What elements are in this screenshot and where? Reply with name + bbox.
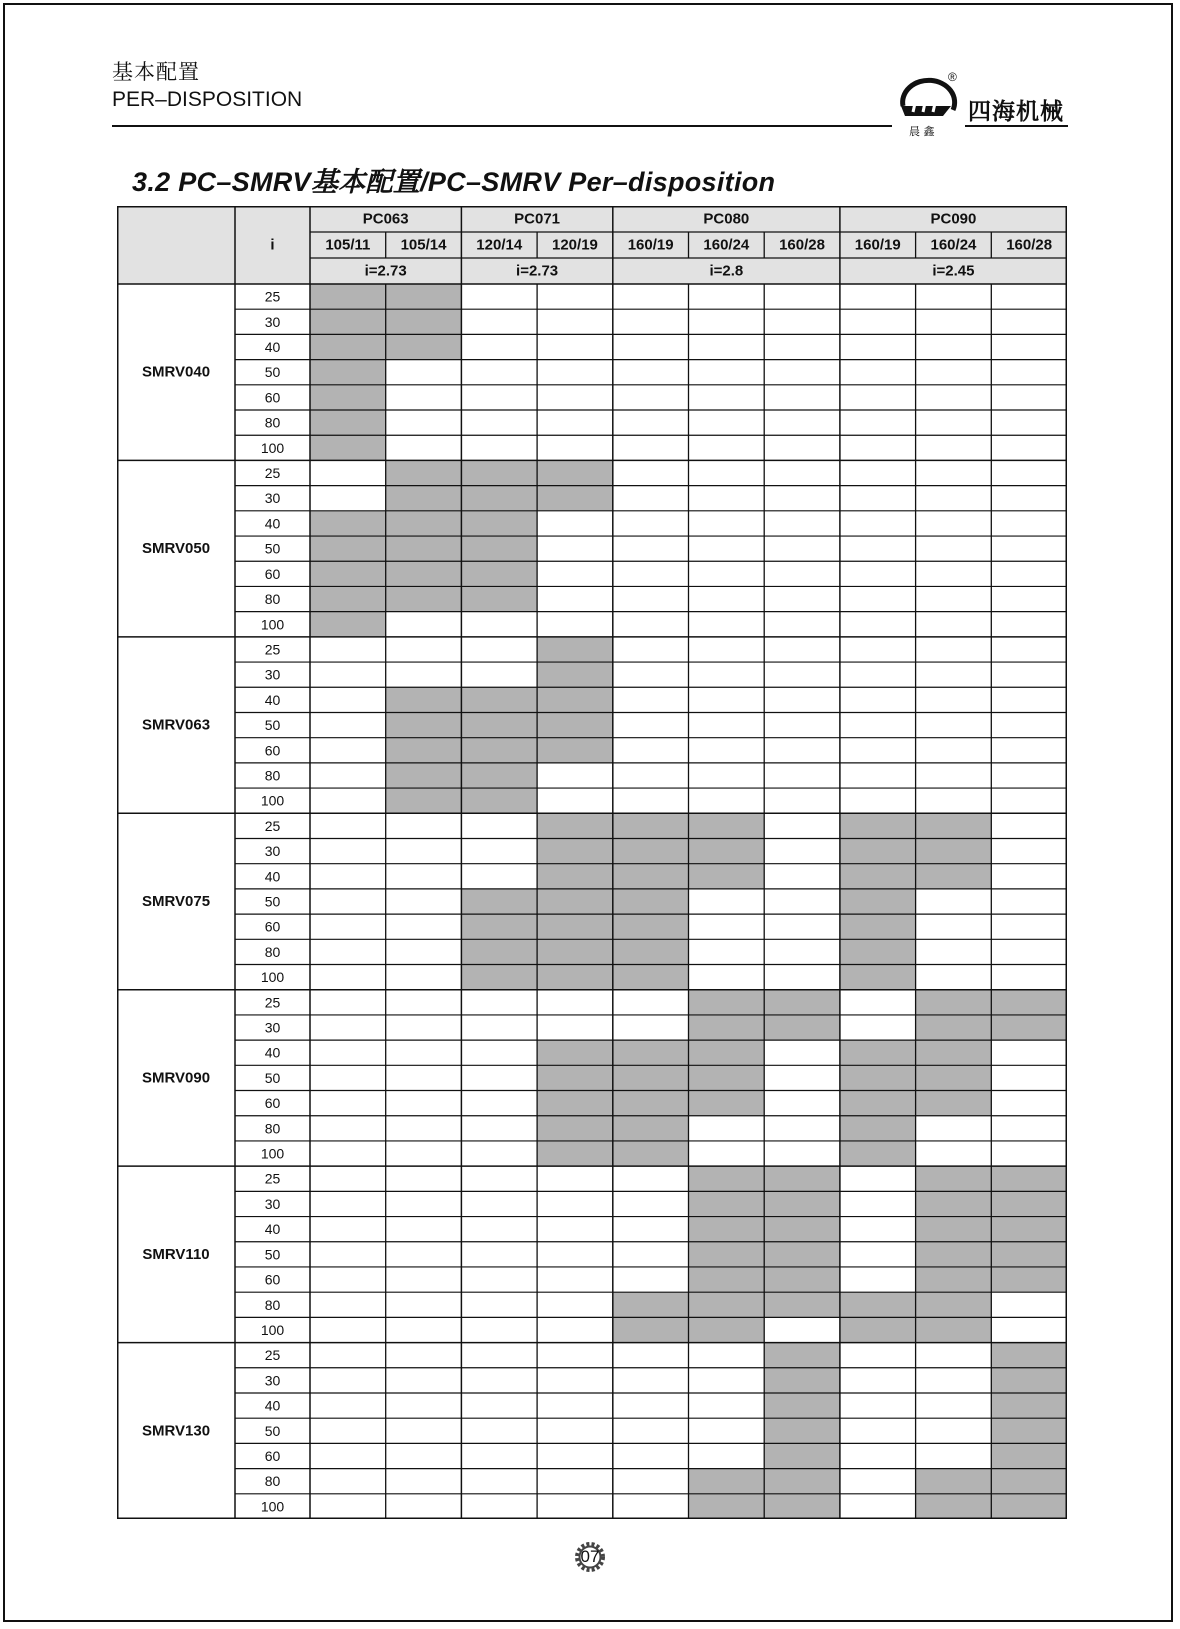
i-value: 50 bbox=[264, 893, 281, 910]
section-title: 3.2 PC–SMRV基本配置/PC–SMRV Per–disposition bbox=[132, 167, 776, 197]
shaded-cell bbox=[840, 1141, 916, 1166]
shaded-cell bbox=[537, 712, 613, 737]
i-value: 50 bbox=[264, 540, 281, 557]
shaded-cell bbox=[461, 965, 537, 990]
shaded-cell bbox=[916, 990, 992, 1015]
shaded-cell bbox=[991, 1368, 1067, 1393]
shaded-cell bbox=[537, 1040, 613, 1065]
shaded-cell bbox=[386, 788, 462, 813]
column-header: 105/14 bbox=[400, 236, 447, 254]
i-value: 25 bbox=[264, 641, 281, 658]
group-ratio: i=2.73 bbox=[364, 262, 407, 280]
shaded-cell bbox=[613, 939, 689, 964]
column-header: 160/28 bbox=[1006, 236, 1053, 254]
group-header: PC071 bbox=[514, 210, 561, 228]
shaded-cell bbox=[310, 586, 386, 611]
model-label: SMRV110 bbox=[142, 1245, 210, 1263]
shaded-cell bbox=[613, 914, 689, 939]
shaded-cell bbox=[840, 914, 916, 939]
shaded-cell bbox=[537, 637, 613, 662]
shaded-cell bbox=[461, 763, 537, 788]
shaded-cell bbox=[764, 1443, 840, 1468]
shaded-cell bbox=[916, 1091, 992, 1116]
shaded-cell bbox=[991, 1015, 1067, 1040]
shaded-cell bbox=[991, 1267, 1067, 1292]
shaded-cell bbox=[840, 965, 916, 990]
shaded-cell bbox=[461, 586, 537, 611]
shaded-cell bbox=[916, 1292, 992, 1317]
shaded-cell bbox=[764, 1393, 840, 1418]
shaded-cell bbox=[386, 586, 462, 611]
shaded-cell bbox=[916, 1267, 992, 1292]
shaded-cell bbox=[613, 1141, 689, 1166]
shaded-cell bbox=[537, 939, 613, 964]
shaded-cell bbox=[537, 914, 613, 939]
shaded-cell bbox=[613, 1317, 689, 1342]
i-value: 100 bbox=[260, 792, 285, 809]
shaded-cell bbox=[689, 813, 765, 838]
i-value: 80 bbox=[264, 414, 281, 431]
i-value: 25 bbox=[264, 288, 281, 305]
shaded-cell bbox=[537, 460, 613, 485]
i-value: 80 bbox=[264, 591, 281, 608]
i-value: 100 bbox=[260, 1321, 285, 1338]
shaded-cell bbox=[537, 738, 613, 763]
shaded-cell bbox=[764, 1015, 840, 1040]
shaded-cell bbox=[840, 864, 916, 889]
shaded-cell bbox=[310, 309, 386, 334]
shaded-cell bbox=[537, 965, 613, 990]
shaded-cell bbox=[386, 687, 462, 712]
registered-mark: ® bbox=[948, 70, 957, 84]
shaded-cell bbox=[613, 838, 689, 863]
shaded-cell bbox=[537, 813, 613, 838]
column-header: 160/28 bbox=[779, 236, 825, 254]
shaded-cell bbox=[386, 536, 462, 561]
shaded-cell bbox=[916, 838, 992, 863]
shaded-cell bbox=[764, 1343, 840, 1368]
shaded-cell bbox=[840, 1116, 916, 1141]
shaded-cell bbox=[537, 1065, 613, 1090]
shaded-cell bbox=[461, 561, 537, 586]
header-title-en: PER–DISPOSITION bbox=[112, 88, 303, 111]
shaded-cell bbox=[764, 1217, 840, 1242]
model-label: SMRV075 bbox=[141, 893, 211, 910]
shaded-cell bbox=[461, 939, 537, 964]
shaded-cell bbox=[991, 1443, 1067, 1468]
shaded-cell bbox=[461, 738, 537, 763]
shaded-cell bbox=[991, 1393, 1067, 1418]
shaded-cell bbox=[991, 1217, 1067, 1242]
i-value: 60 bbox=[264, 1271, 281, 1288]
shaded-cell bbox=[764, 1494, 840, 1519]
shaded-cell bbox=[764, 1418, 840, 1443]
shaded-cell bbox=[991, 1191, 1067, 1216]
shaded-cell bbox=[461, 712, 537, 737]
i-value: 30 bbox=[264, 1195, 281, 1212]
shaded-cell bbox=[916, 1040, 992, 1065]
i-column-header: i bbox=[270, 236, 275, 254]
shaded-cell bbox=[461, 687, 537, 712]
group-ratio: i=2.73 bbox=[516, 262, 559, 280]
i-value: 60 bbox=[264, 918, 281, 935]
shaded-cell bbox=[537, 864, 613, 889]
i-value: 100 bbox=[260, 1145, 285, 1162]
shaded-cell bbox=[537, 1116, 613, 1141]
shaded-cell bbox=[613, 813, 689, 838]
i-value: 60 bbox=[264, 1447, 281, 1464]
i-value: 80 bbox=[264, 1296, 281, 1313]
i-value: 80 bbox=[264, 943, 281, 960]
shaded-cell bbox=[689, 1166, 765, 1191]
shaded-cell bbox=[689, 1317, 765, 1342]
i-value: 25 bbox=[264, 465, 281, 482]
shaded-cell bbox=[613, 864, 689, 889]
shaded-cell bbox=[689, 1015, 765, 1040]
page-number-badge bbox=[572, 1539, 608, 1575]
shaded-cell bbox=[764, 1267, 840, 1292]
group-ratio: i=2.45 bbox=[932, 262, 975, 280]
shaded-cell bbox=[991, 1242, 1067, 1267]
i-value: 30 bbox=[264, 666, 281, 683]
column-header: 160/24 bbox=[930, 236, 977, 254]
column-header: 160/24 bbox=[703, 236, 750, 254]
i-value: 80 bbox=[264, 1120, 281, 1137]
shaded-cell bbox=[537, 1141, 613, 1166]
model-label: SMRV063 bbox=[141, 716, 211, 734]
shaded-cell bbox=[461, 788, 537, 813]
shaded-cell bbox=[689, 1242, 765, 1267]
i-value: 60 bbox=[264, 1095, 281, 1112]
i-value: 100 bbox=[260, 616, 285, 633]
i-value: 50 bbox=[264, 717, 281, 734]
shaded-cell bbox=[310, 334, 386, 359]
shaded-cell bbox=[386, 284, 462, 309]
shaded-cell bbox=[310, 284, 386, 309]
shaded-cell bbox=[689, 1267, 765, 1292]
group-ratio: i=2.8 bbox=[709, 262, 744, 280]
model-label: SMRV090 bbox=[141, 1069, 211, 1087]
header-title-cn: 基本配置 bbox=[112, 61, 200, 84]
shaded-cell bbox=[689, 1494, 765, 1519]
shaded-cell bbox=[764, 1191, 840, 1216]
i-value: 80 bbox=[264, 767, 281, 784]
i-value: 60 bbox=[264, 389, 281, 406]
shaded-cell bbox=[461, 460, 537, 485]
shaded-cell bbox=[461, 486, 537, 511]
shaded-cell bbox=[386, 712, 462, 737]
i-value: 30 bbox=[264, 1372, 281, 1389]
shaded-cell bbox=[916, 1469, 992, 1494]
i-value: 50 bbox=[264, 1246, 281, 1263]
shaded-cell bbox=[386, 763, 462, 788]
shaded-cell bbox=[840, 1065, 916, 1090]
shaded-cell bbox=[310, 561, 386, 586]
shaded-cell bbox=[916, 1494, 992, 1519]
shaded-cell bbox=[461, 889, 537, 914]
shaded-cell bbox=[310, 410, 386, 435]
shaded-cell bbox=[689, 1469, 765, 1494]
shaded-cell bbox=[537, 838, 613, 863]
shaded-cell bbox=[461, 536, 537, 561]
i-value: 100 bbox=[260, 439, 285, 456]
shaded-cell bbox=[840, 939, 916, 964]
model-label: SMRV130 bbox=[141, 1422, 211, 1440]
shaded-cell bbox=[840, 1317, 916, 1342]
shaded-cell bbox=[916, 1166, 992, 1191]
shaded-cell bbox=[310, 511, 386, 536]
i-value: 100 bbox=[260, 969, 285, 986]
shaded-cell bbox=[764, 1242, 840, 1267]
shaded-cell bbox=[916, 864, 992, 889]
configuration-table bbox=[117, 206, 1067, 1519]
shaded-cell bbox=[310, 612, 386, 637]
i-value: 50 bbox=[264, 1069, 281, 1086]
shaded-cell bbox=[689, 990, 765, 1015]
shaded-cell bbox=[840, 1040, 916, 1065]
shaded-cell bbox=[689, 838, 765, 863]
shaded-cell bbox=[840, 889, 916, 914]
group-header: PC090 bbox=[930, 210, 977, 228]
i-value: 40 bbox=[264, 1044, 281, 1061]
shaded-cell bbox=[764, 1166, 840, 1191]
i-value: 30 bbox=[264, 1019, 281, 1036]
column-header: 160/19 bbox=[854, 236, 901, 254]
shaded-cell bbox=[689, 864, 765, 889]
i-value: 30 bbox=[264, 843, 281, 860]
shaded-cell bbox=[840, 813, 916, 838]
model-label: SMRV050 bbox=[141, 540, 211, 558]
brand-name: 四海机械 bbox=[968, 98, 1064, 124]
i-value: 50 bbox=[264, 1422, 281, 1439]
shaded-cell bbox=[689, 1191, 765, 1216]
shaded-cell bbox=[840, 1292, 916, 1317]
i-value: 60 bbox=[264, 742, 281, 759]
i-value: 40 bbox=[264, 1221, 281, 1238]
column-header: 160/19 bbox=[627, 236, 674, 254]
shaded-cell bbox=[537, 687, 613, 712]
shaded-cell bbox=[840, 838, 916, 863]
shaded-cell bbox=[310, 360, 386, 385]
i-value: 40 bbox=[264, 1397, 281, 1414]
shaded-cell bbox=[386, 511, 462, 536]
group-header: PC080 bbox=[703, 210, 750, 228]
shaded-cell bbox=[689, 1217, 765, 1242]
i-value: 100 bbox=[260, 1498, 285, 1515]
shaded-cell bbox=[916, 1217, 992, 1242]
column-header: 120/14 bbox=[476, 236, 523, 254]
shaded-cell bbox=[916, 1191, 992, 1216]
shaded-cell bbox=[689, 1091, 765, 1116]
logo-text: 晨 鑫 bbox=[909, 125, 935, 138]
shaded-cell bbox=[386, 334, 462, 359]
i-value: 30 bbox=[264, 490, 281, 507]
shaded-cell bbox=[916, 1065, 992, 1090]
shaded-cell bbox=[310, 536, 386, 561]
shaded-cell bbox=[537, 662, 613, 687]
i-value: 40 bbox=[264, 691, 281, 708]
shaded-cell bbox=[689, 1065, 765, 1090]
shaded-cell bbox=[613, 1065, 689, 1090]
shaded-cell bbox=[386, 309, 462, 334]
shaded-cell bbox=[386, 486, 462, 511]
i-value: 25 bbox=[264, 817, 281, 834]
i-value: 50 bbox=[264, 364, 281, 381]
shaded-cell bbox=[537, 889, 613, 914]
shaded-cell bbox=[613, 1091, 689, 1116]
model-label: SMRV040 bbox=[141, 363, 211, 381]
group-header: PC063 bbox=[362, 210, 409, 228]
header-rule bbox=[112, 125, 892, 127]
shaded-cell bbox=[764, 1469, 840, 1494]
shaded-cell bbox=[916, 1242, 992, 1267]
shaded-cell bbox=[689, 1040, 765, 1065]
shaded-cell bbox=[613, 1116, 689, 1141]
shaded-cell bbox=[840, 1091, 916, 1116]
shaded-cell bbox=[386, 460, 462, 485]
i-value: 80 bbox=[264, 1473, 281, 1490]
shaded-cell bbox=[689, 1292, 765, 1317]
column-header: 105/11 bbox=[325, 236, 371, 254]
i-value: 40 bbox=[264, 868, 281, 885]
shaded-cell bbox=[991, 1343, 1067, 1368]
shaded-cell bbox=[537, 486, 613, 511]
shaded-cell bbox=[916, 1317, 992, 1342]
i-value: 60 bbox=[264, 565, 281, 582]
shaded-cell bbox=[916, 1015, 992, 1040]
column-header: 120/19 bbox=[552, 236, 598, 254]
shaded-cell bbox=[386, 561, 462, 586]
shaded-cell bbox=[613, 965, 689, 990]
i-value: 25 bbox=[264, 1170, 281, 1187]
shaded-cell bbox=[613, 1292, 689, 1317]
shaded-cell bbox=[991, 1494, 1067, 1519]
shaded-cell bbox=[764, 1368, 840, 1393]
shaded-cell bbox=[310, 385, 386, 410]
shaded-cell bbox=[613, 1040, 689, 1065]
shaded-cell bbox=[537, 1091, 613, 1116]
shaded-cell bbox=[764, 1292, 840, 1317]
shaded-cell bbox=[386, 738, 462, 763]
shaded-cell bbox=[310, 435, 386, 460]
shaded-cell bbox=[461, 511, 537, 536]
i-value: 40 bbox=[264, 339, 281, 356]
shaded-cell bbox=[991, 1166, 1067, 1191]
i-value: 40 bbox=[264, 515, 281, 532]
i-value: 25 bbox=[264, 994, 281, 1011]
shaded-cell bbox=[764, 990, 840, 1015]
shaded-cell bbox=[991, 990, 1067, 1015]
page-number: 07 bbox=[580, 1547, 600, 1566]
shaded-cell bbox=[613, 889, 689, 914]
shaded-cell bbox=[991, 1418, 1067, 1443]
shaded-cell bbox=[991, 1469, 1067, 1494]
shaded-cell bbox=[461, 914, 537, 939]
shaded-cell bbox=[916, 813, 992, 838]
i-value: 30 bbox=[264, 313, 281, 330]
i-value: 25 bbox=[264, 1347, 281, 1364]
